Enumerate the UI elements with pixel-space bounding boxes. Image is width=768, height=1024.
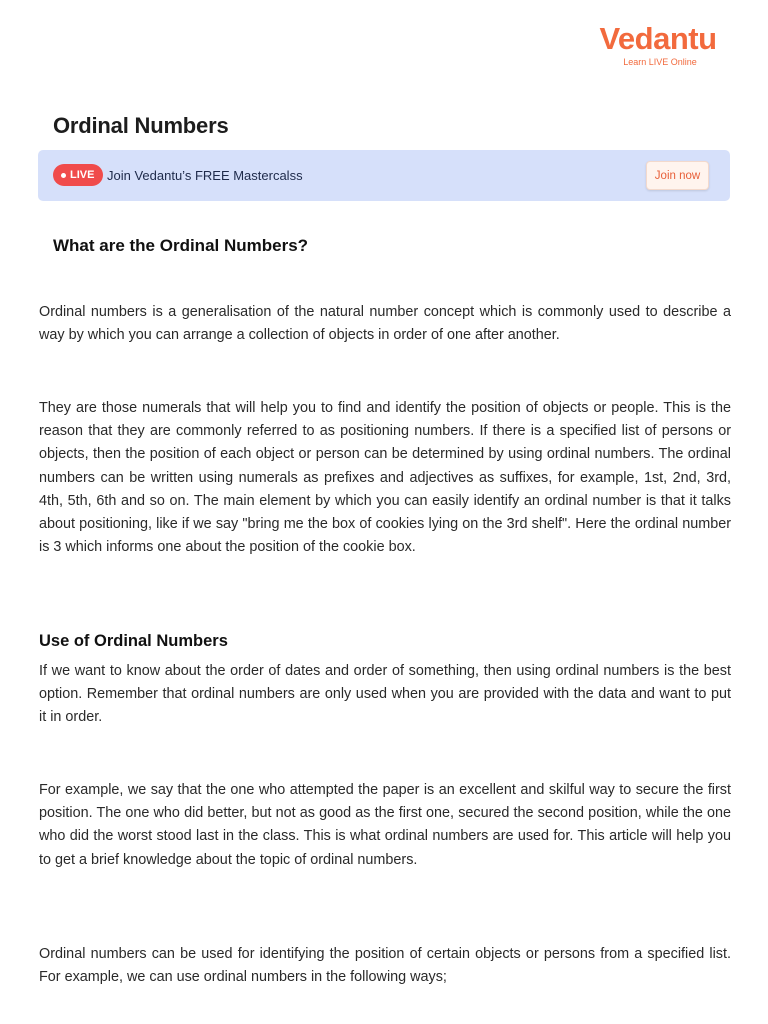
- live-badge: [53, 164, 103, 186]
- masterclass-banner[interactable]: [38, 150, 730, 201]
- page-title: Ordinal Numbers: [53, 113, 229, 138]
- vedantu-logo[interactable]: [598, 22, 718, 72]
- live-dot-icon: [61, 173, 66, 178]
- section-heading-use-of: Use of Ordinal Numbers: [39, 632, 228, 650]
- section-heading-what-are: What are the Ordinal Numbers?: [53, 236, 309, 255]
- logo-tagline: Learn LIVE Online: [623, 57, 697, 67]
- paragraph: Ordinal numbers is a generalisation of the natural number concept which is commonly used to describe a way by which you can arrange a collection of objects in order of one after another.: [39, 304, 731, 344]
- paragraph: If we want to know about the order of dates and order of something, then using ordinal numbers is the best option. Remember that ordinal numbers are only used when you are provided with the data and want to put it in order.: [39, 663, 731, 726]
- logo-wordmark: Vedantu: [599, 21, 717, 56]
- paragraph: They are those numerals that will help you to find and identify the position of objects or people. This is the reason that they are commonly referred to as positioning numbers. If there is a specified list of persons or objects, then the position of each object or person can be determined by using ordinal numbers. The ordinal numbers can be written using numerals as prefixes and adjectives as suffixes, for example, 1st, 2nd, 3rd, 4th, 5th, 6th and so on. The main element by which you can easily identify an ordinal number is that it talks about positioning, like if we say "bring me the box of cookies lying on the 3rd shelf". Here the ordinal number is 3 which informs one about the position of the cookie box.: [39, 400, 731, 556]
- paragraph: For example, we say that the one who attempted the paper is an excellent and skilful way to secure the first position. The one who did better, but not as good as the first one, secured the second position, while the one who did the worst stood last in the class. This is what ordinal numbers are used for. This article will help you to get a brief knowledge about the topic of ordinal numbers.: [39, 782, 731, 868]
- banner-text: Join Vedantu’s FREE Mastercalss: [107, 168, 303, 183]
- join-now-button[interactable]: Join now: [646, 161, 709, 190]
- live-badge-label: LIVE: [70, 169, 95, 181]
- paragraph: Ordinal numbers can be used for identifying the position of certain objects or persons from a specified list. For example, we can use ordinal numbers in the following ways;: [39, 946, 731, 986]
